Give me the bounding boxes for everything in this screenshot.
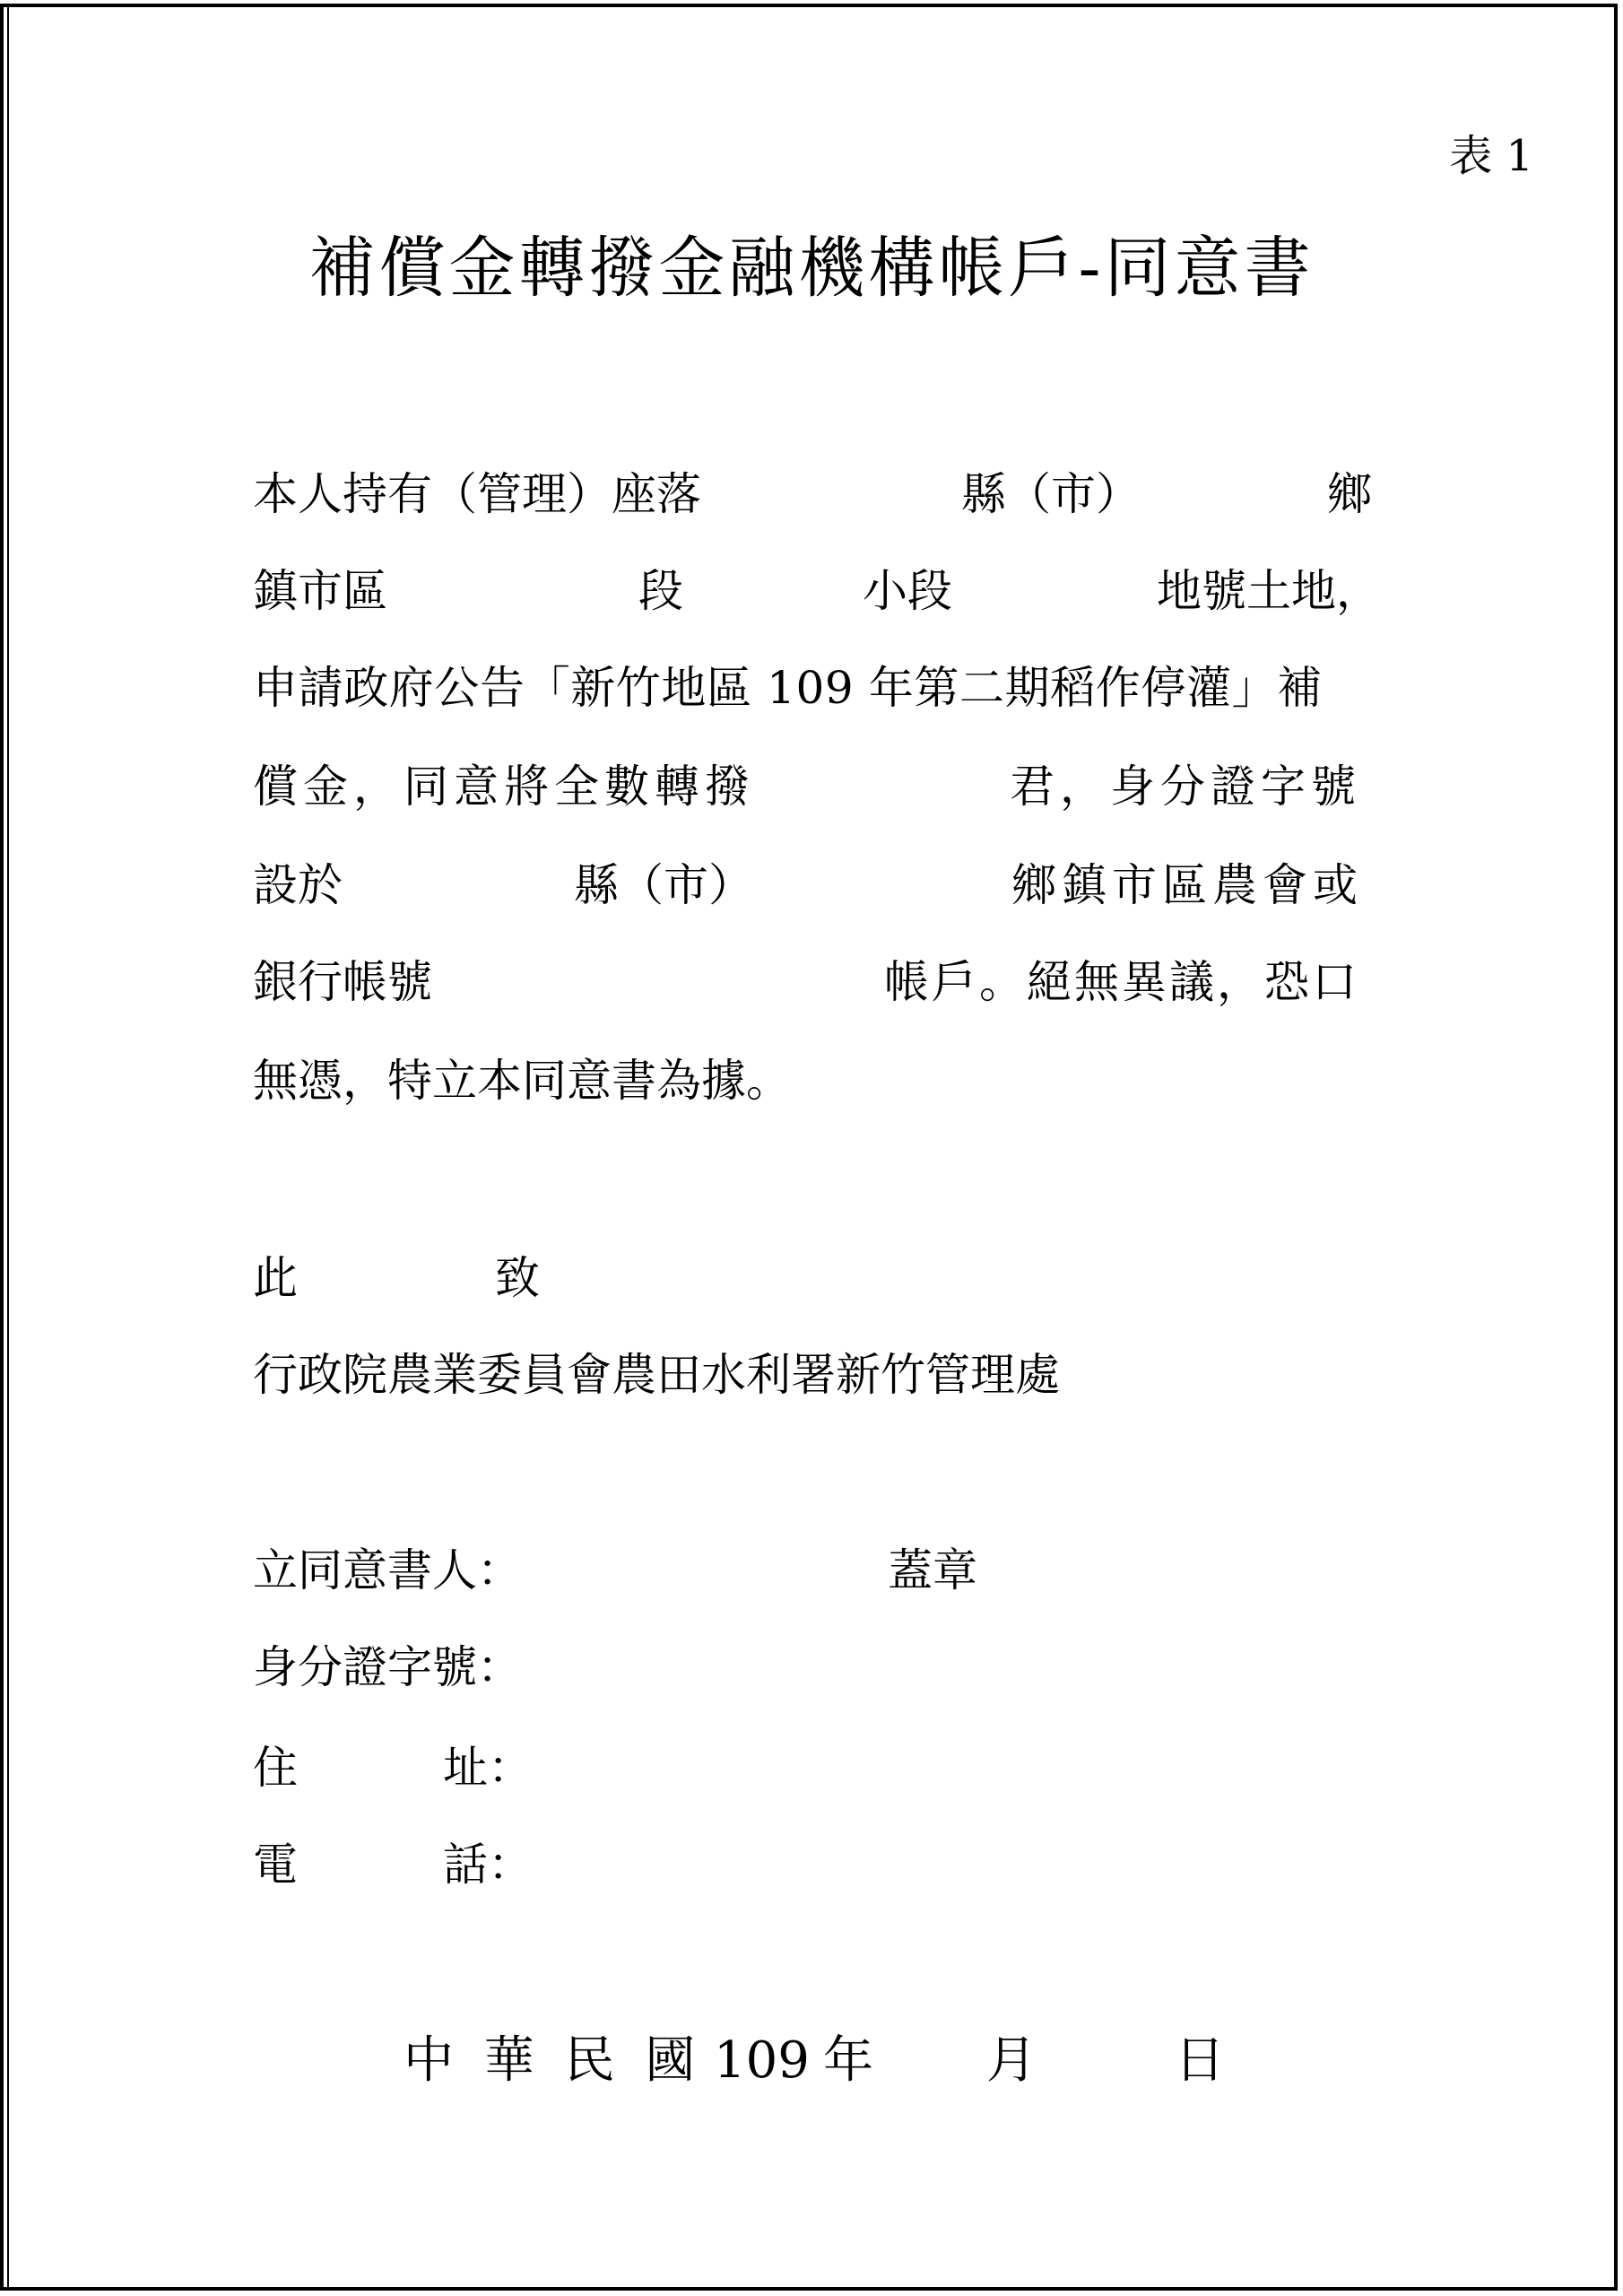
body-line-2-d: 地號土地， xyxy=(1157,565,1381,617)
body-line-1-b: 縣（市） xyxy=(961,468,1141,520)
date-day-unit: 日 xyxy=(1175,2031,1225,2090)
body-line-1-a: 本人持有（管理）座落 xyxy=(253,468,701,520)
body-line-4-a: 償金，同意將全數轉撥 xyxy=(253,761,755,813)
body-line-5-c: 鄉鎮市區農會或 xyxy=(1011,859,1363,911)
body-line-2-c: 小段 xyxy=(863,565,952,617)
body-line-2-a: 鎮市區 xyxy=(253,565,387,617)
date-year: 109 xyxy=(714,2031,810,2090)
address-label-a: 住 xyxy=(253,1742,298,1794)
body-line-2-b: 段 xyxy=(638,565,683,617)
recipient: 行政院農業委員會農田水利署新竹管理處 xyxy=(253,1349,1060,1401)
date-era: 中 華 民 國 xyxy=(404,2031,703,2090)
salutation-left: 此 xyxy=(253,1252,298,1304)
phone-label-b: 話： xyxy=(443,1839,533,1891)
page-border xyxy=(0,4,1618,2291)
date-year-unit: 年 xyxy=(823,2031,873,2090)
id-number-label: 身分證字號： xyxy=(253,1641,522,1693)
body-line-7: 無憑，特立本同意書為據。 xyxy=(253,1055,791,1107)
date-month-unit: 月 xyxy=(986,2031,1037,2090)
body-line-3: 申請政府公告「新竹地區 109 年第二期稻作停灌」補 xyxy=(253,662,1323,714)
consenter-label: 立同意書人： xyxy=(253,1544,522,1596)
phone-label-a: 電 xyxy=(253,1839,298,1891)
document-title: 補償金轉撥金融機構帳戶-同意書 xyxy=(308,230,1315,307)
salutation-right: 致 xyxy=(495,1252,540,1304)
body-line-5-b: 縣（市） xyxy=(574,859,753,911)
body-line-5-a: 設於 xyxy=(253,859,343,911)
form-number: 表 1 xyxy=(1449,131,1533,181)
body-line-1-c: 鄉 xyxy=(1327,468,1372,520)
body-line-6-b: 帳戶。絕無異議，恐口 xyxy=(884,956,1359,1008)
address-label-b: 址： xyxy=(443,1742,533,1794)
seal-label: 蓋章 xyxy=(888,1544,977,1596)
body-line-6-a: 銀行帳號 xyxy=(253,956,432,1008)
body-line-4-b: 君，身分證字號 xyxy=(1010,761,1361,813)
